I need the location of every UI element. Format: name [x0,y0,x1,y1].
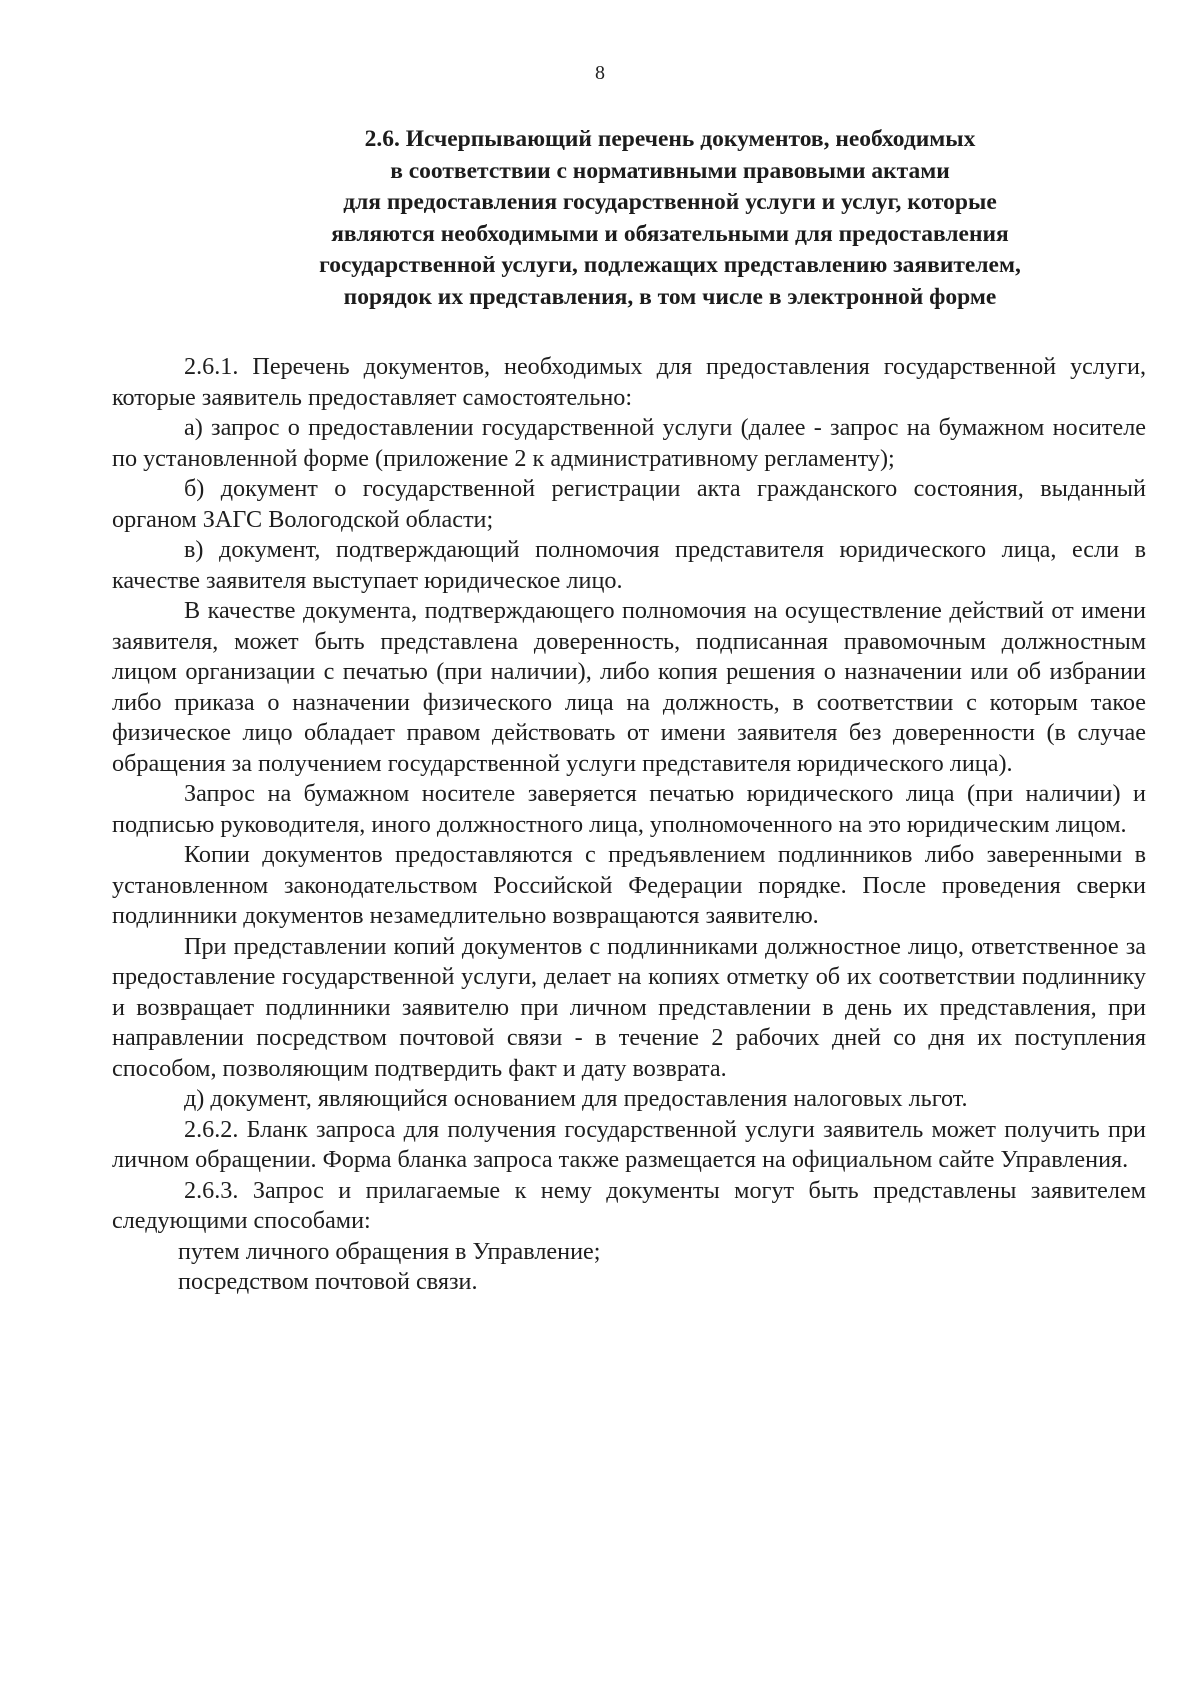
paragraph-2-6-2: 2.6.2. Бланк запроса для получения государственной услуги заявитель может получить при личном обращении. Форма бланка запроса также размещается на официальном сайте Управления. [112,1115,1146,1173]
list-item-v: в) документ, подтверждающий полномочия представителя юридического лица, если в качестве заявителя выступает юридическое лицо. [112,536,1146,594]
page-number: 8 [595,62,605,84]
paragraph-2-6-1: 2.6.1. Перечень документов, необходимых для предоставления государственной услуги, которые заявитель предоставляет самостоятельно: [112,353,1146,411]
heading-line: в соответствии с нормативными правовыми актами [390,157,950,184]
section-heading [220,124,1120,314]
paragraph-copies-verification: При представлении копий документов с подлинниками должностное лицо, ответственное за предоставление государственной услуги, делает на копиях отметку об их соответствии подлиннику и возвращает подлинники заявителю при личном представлении в день их представления, при направлении посредством почтовой связи - в течение 2 рабочих дней со дня их поступления способом, позволяющим подтвердить факт и дату возврата. [112,932,1146,1082]
list-item-d: д) документ, являющийся основанием для предоставления налоговых льгот. [184,1085,968,1112]
paragraph-2-6-3: 2.6.3. Запрос и прилагаемые к нему документы могут быть представлены заявителем следующими способами: [112,1176,1146,1234]
heading-line: 2.6. Исчерпывающий перечень документов, необходимых [364,126,976,152]
section-body [112,352,1146,1298]
list-item-a: а) запрос о предоставлении государственной услуги (далее - запрос на бумажном носителе по установленной форме (приложение 2 к административному регламенту); [112,414,1146,472]
heading-line: государственной услуги, подлежащих представлению заявителем, [319,252,1021,279]
submission-method-item: посредством почтовой связи. [178,1268,478,1295]
paragraph-authority-document: В качестве документа, подтверждающего полномочия на осуществление действий от имени заявителя, может быть представлена доверенность, подписанная правомочным должностным лицом организации с печатью (при наличии), либо копия решения о назначении или об избрании либо приказа о назначении физического лица на должность, в соответствии с которым такое физическое лицо обладает правом действовать от имени заявителя без доверенности (в случае обращения за получением государственной услуги представителя юридического лица). [112,597,1146,777]
paragraph-copies: Копии документов предоставляются с предъявлением подлинников либо заверенными в установленном законодательством Российской Федерации порядке. После проведения сверки подлинники документов незамедлительно возвращаются заявителю. [112,841,1146,929]
heading-line: порядок их представления, в том числе в электронной форме [343,283,997,310]
heading-line: для предоставления государственной услуги и услуг, которые [343,189,997,216]
list-item-b: б) документ о государственной регистрации акта гражданского состояния, выданный органом ЗАГС Вологодской области; [112,475,1146,533]
submission-method-item: путем личного обращения в Управление; [178,1237,601,1265]
paragraph-request-certification: Запрос на бумажном носителе заверяется печатью юридического лица (при наличии) и подписью руководителя, иного должностного лица, уполномоченного на это юридическим лицом. [112,780,1146,838]
heading-line: являются необходимыми и обязательными для предоставления [331,220,1009,247]
